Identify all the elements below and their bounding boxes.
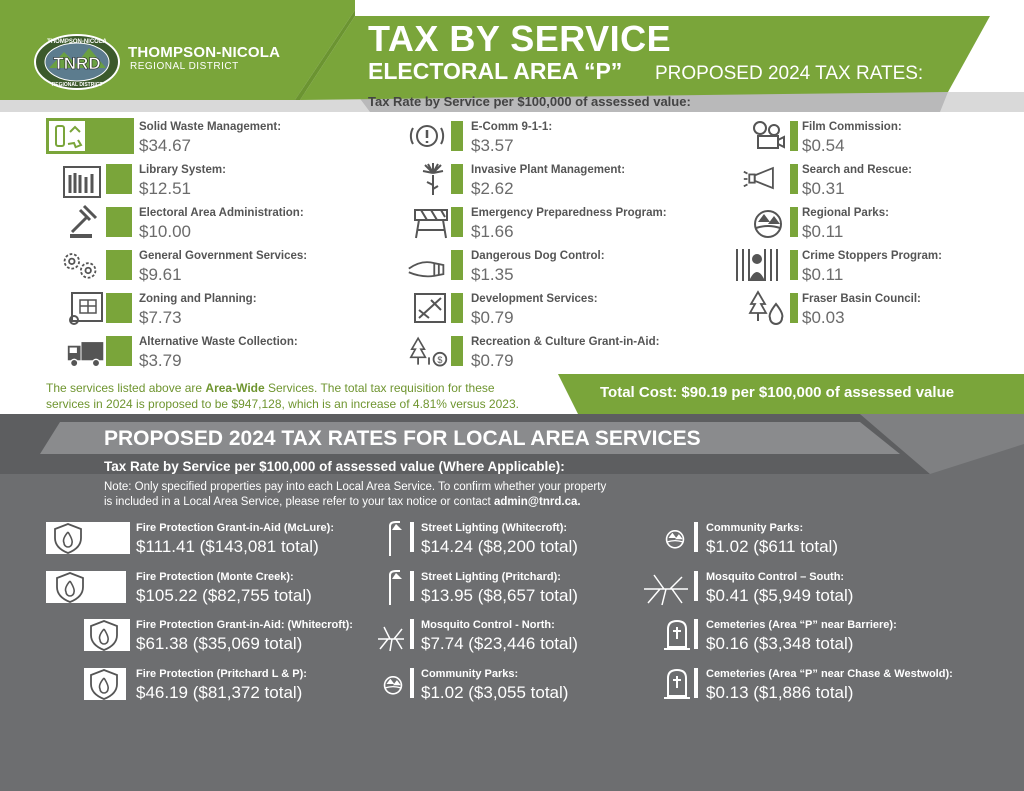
- note-text: The services listed above are: [46, 381, 206, 395]
- rate-bar: [790, 250, 798, 280]
- rate-bar: [451, 207, 463, 237]
- service-name: Fire Protection (Pritchard L & P):: [136, 668, 307, 680]
- rate-bar: [106, 293, 132, 323]
- service-item: [733, 247, 1000, 287]
- service-name: Invasive Plant Management:: [471, 164, 626, 176]
- service-rate: $9.61: [139, 265, 182, 284]
- service-name: Fire Protection Grant-in-Aid (McLure):: [136, 522, 334, 534]
- service-item: [46, 247, 346, 287]
- svg-text:THOMPSON-NICOLA: THOMPSON-NICOLA: [47, 39, 107, 45]
- film-camera-icon: [748, 118, 788, 154]
- fire-shield-icon: [84, 666, 124, 702]
- plans-icon: [411, 290, 451, 326]
- service-rate: $0.79: [471, 308, 514, 327]
- local-note: [104, 480, 714, 510]
- fire-shield-icon: [84, 617, 124, 653]
- service-name: Fire Protection Grant-in-Aid: (Whitecroft):: [136, 619, 353, 631]
- org-name: THOMPSON-NICOLA: [128, 44, 281, 61]
- service-rate: $0.54: [802, 136, 845, 155]
- gravestone-icon: [662, 666, 692, 702]
- service-name: Search and Rescue:: [802, 164, 912, 176]
- service-rate: $1.02 ($3,055 total): [421, 683, 569, 702]
- service-name: Community Parks:: [706, 522, 804, 534]
- service-rate: $0.79: [471, 351, 514, 370]
- rate-bar: [451, 336, 463, 366]
- local-service-item: [84, 666, 394, 706]
- local-service-item: [46, 569, 386, 609]
- local-service-item: [662, 666, 1002, 706]
- service-item: [46, 290, 346, 330]
- service-name: Crime Stoppers Program:: [802, 250, 942, 262]
- mosquito-icon: [640, 571, 692, 607]
- truck-icon: [66, 335, 106, 371]
- service-rate: $3.57: [471, 136, 514, 155]
- service-rate: $46.19 ($81,372 total): [136, 683, 303, 702]
- service-rate: $13.95 ($8,657 total): [421, 586, 578, 605]
- fire-shield-icon: [48, 520, 88, 556]
- service-name: Zoning and Planning:: [139, 293, 257, 305]
- service-rate: $12.51: [139, 179, 191, 198]
- rate-bar: [451, 293, 463, 323]
- tnrd-logo: [34, 34, 120, 90]
- service-rate: $61.38 ($35,069 total): [136, 634, 303, 653]
- service-name: Library System:: [139, 164, 226, 176]
- park-icon: [748, 204, 788, 240]
- service-item: [740, 290, 1000, 330]
- service-name: Street Lighting (Whitecroft):: [421, 522, 568, 534]
- rate-bar: [790, 164, 798, 194]
- service-rate: $7.74 ($23,446 total): [421, 634, 578, 653]
- blueprint-icon: [68, 290, 108, 326]
- rate-bar: [106, 250, 132, 280]
- service-rate: $2.62: [471, 179, 514, 198]
- service-name: Cemeteries (Area “P” near Chase & Westwold):: [706, 668, 953, 680]
- contact-email[interactable]: admin@tnrd.ca.: [493, 496, 581, 508]
- service-name: Film Commission:: [802, 121, 902, 133]
- note-text: services in 2024 is proposed to be $947,128, which is an increase of 4.81% versus 2023.: [46, 397, 519, 411]
- park-icon: [662, 524, 688, 552]
- gears-icon: [60, 247, 100, 283]
- service-rate: $7.73: [139, 308, 182, 327]
- electoral-area-label: ELECTORAL AREA “P”: [368, 58, 623, 84]
- service-name: Electoral Area Administration:: [139, 207, 304, 219]
- rate-bar: [790, 207, 798, 237]
- page-title: TAX BY SERVICE: [368, 18, 672, 59]
- rate-bar: [790, 121, 798, 151]
- local-service-item: [46, 520, 386, 560]
- local-service-item: [640, 569, 1002, 609]
- service-rate: $0.13 ($1,886 total): [706, 683, 854, 702]
- service-name: Community Parks:: [421, 668, 519, 680]
- jail-icon: [733, 247, 781, 283]
- rate-bar: [790, 293, 798, 323]
- rate-note: Tax Rate by Service per $100,000 of assessed value:: [368, 94, 691, 109]
- proposed-rates-label: PROPOSED 2024 TAX RATES:: [655, 63, 924, 84]
- service-rate: $1.35: [471, 265, 514, 284]
- park-icon: [380, 670, 406, 698]
- service-item: [740, 118, 1000, 158]
- rate-bar: [451, 250, 463, 280]
- service-name: Alternative Waste Collection:: [139, 336, 298, 348]
- service-rate: $1.66: [471, 222, 514, 241]
- megaphone-icon: [742, 161, 782, 197]
- service-rate: $14.24 ($8,200 total): [421, 537, 578, 556]
- service-item: [405, 118, 715, 158]
- service-rate: $0.03: [802, 308, 845, 327]
- rate-bar: [694, 668, 698, 698]
- rate-bar: [451, 121, 463, 151]
- service-item: [46, 204, 346, 244]
- local-service-item: [84, 617, 394, 657]
- local-service-item: [374, 617, 660, 657]
- service-name: Solid Waste Management:: [139, 121, 282, 133]
- service-rate: $10.00: [139, 222, 191, 241]
- gavel-icon: [66, 204, 106, 240]
- service-item: [405, 161, 715, 201]
- service-name: Mosquito Control – South:: [706, 571, 845, 583]
- service-item: [405, 247, 715, 287]
- service-item: [46, 333, 346, 373]
- alert-icon: [407, 118, 447, 154]
- rate-bar: [451, 164, 463, 194]
- local-service-item: [662, 520, 1002, 560]
- service-name: Fire Protection (Monte Creek):: [136, 571, 294, 583]
- svg-text:$: $: [437, 354, 443, 365]
- service-rate: $1.02 ($611 total): [706, 537, 838, 556]
- rate-bar: [410, 571, 414, 601]
- service-item: [46, 118, 346, 158]
- mosquito-icon: [374, 619, 408, 655]
- rate-bar: [410, 619, 414, 649]
- note-text: Services. The total tax requisition for these: [264, 381, 495, 395]
- service-rate: $0.11: [802, 222, 844, 241]
- local-service-item: [380, 666, 660, 706]
- rate-bar: [106, 164, 132, 194]
- tree-water-icon: [748, 290, 788, 326]
- rate-bar: [694, 571, 698, 601]
- svg-text:TNRD: TNRD: [53, 54, 101, 73]
- svg-text:REGIONAL DISTRICT: REGIONAL DISTRICT: [51, 82, 103, 88]
- service-name: Mosquito Control - North:: [421, 619, 555, 631]
- service-rate: $0.41 ($5,949 total): [706, 586, 854, 605]
- local-service-item: [662, 617, 1002, 657]
- service-name: Dangerous Dog Control:: [471, 250, 605, 262]
- rate-bar: [694, 619, 698, 649]
- rate-bar: [106, 207, 132, 237]
- local-service-item: [380, 569, 660, 609]
- library-icon: [62, 163, 102, 199]
- street-light-icon: [380, 520, 406, 556]
- area-wide-note: [46, 380, 519, 412]
- service-name: Recreation & Culture Grant-in-Aid:: [471, 336, 660, 348]
- service-item: [405, 204, 715, 244]
- service-item: [740, 161, 1000, 201]
- service-name: General Government Services:: [139, 250, 308, 262]
- service-name: Emergency Preparedness Program:: [471, 207, 667, 219]
- total-cost: Total Cost: $90.19 per $100,000 of assessed value: [600, 384, 955, 401]
- service-name: Development Services:: [471, 293, 598, 305]
- service-item: [46, 161, 346, 201]
- recycling-icon: [46, 118, 134, 154]
- plant-icon: [413, 161, 453, 197]
- service-rate: $3.79: [139, 351, 182, 370]
- note-text: is included in a Local Area Service, please refer to your tax notice or contact: [104, 496, 494, 508]
- local-subtitle: Tax Rate by Service per $100,000 of assessed value (Where Applicable):: [104, 459, 565, 474]
- trees-dollar-icon: [409, 333, 449, 369]
- service-rate: $0.11: [802, 265, 844, 284]
- org-subtitle: REGIONAL DISTRICT: [130, 61, 239, 72]
- service-item: [740, 204, 1000, 244]
- rate-bar: [410, 668, 414, 698]
- service-name: E-Comm 9-1-1:: [471, 121, 553, 133]
- gravestone-icon: [662, 617, 692, 653]
- note-text: Note: Only specified properties pay into each Local Area Service. To confirm whether your property: [104, 481, 607, 493]
- service-rate: $111.41 ($143,081 total): [136, 537, 319, 556]
- service-name: Cemeteries (Area “P” near Barriere):: [706, 619, 897, 631]
- barrier-icon: [411, 204, 451, 240]
- rate-bar: [694, 522, 698, 552]
- dog-muzzle-icon: [407, 247, 447, 283]
- local-service-item: [380, 520, 660, 560]
- service-item: [405, 290, 715, 330]
- note-bold: Area-Wide: [205, 381, 265, 395]
- rate-bar: [106, 336, 132, 366]
- service-item: [405, 333, 715, 373]
- fire-shield-icon: [50, 569, 90, 605]
- street-light-icon: [380, 569, 406, 605]
- local-title: PROPOSED 2024 TAX RATES FOR LOCAL AREA SERVICES: [104, 427, 701, 450]
- service-rate: $105.22 ($82,755 total): [136, 586, 312, 605]
- service-name: Street Lighting (Pritchard):: [421, 571, 561, 583]
- service-name: Regional Parks:: [802, 207, 889, 219]
- service-rate: $0.16 ($3,348 total): [706, 634, 854, 653]
- service-rate: $0.31: [802, 179, 845, 198]
- service-rate: $34.67: [139, 136, 191, 155]
- service-name: Fraser Basin Council:: [802, 293, 921, 305]
- rate-bar: [410, 522, 414, 552]
